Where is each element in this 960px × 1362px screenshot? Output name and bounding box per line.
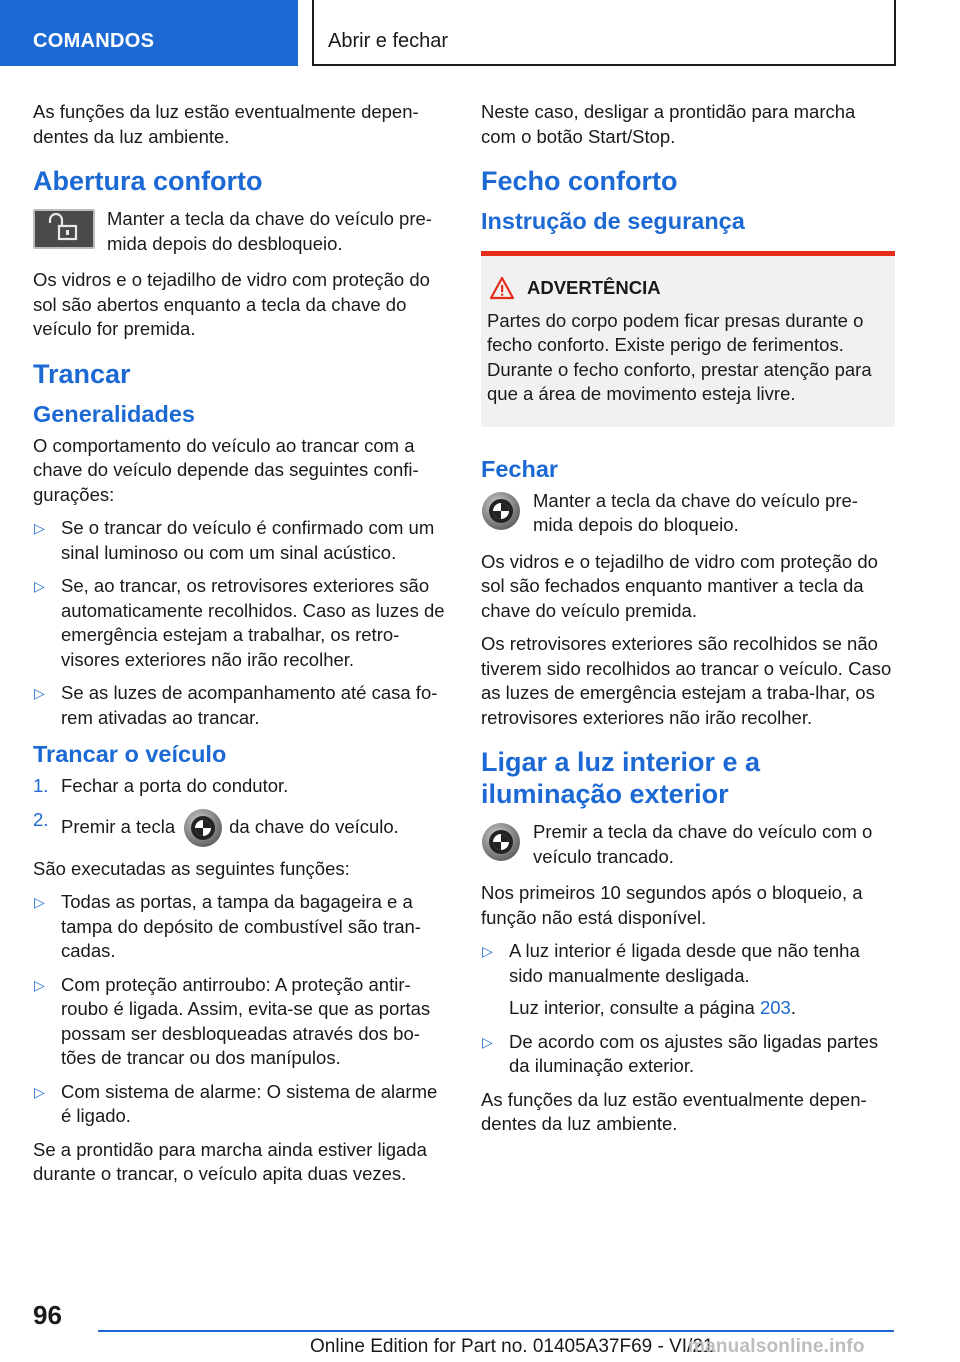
bullet-arrow-icon: ▷ [34,520,45,536]
abertura-instruction [33,207,447,256]
list-item: ▷ Com proteção antirroubo: A proteção antir-roubo é ligada. Assim, evita-se que as portas possam ser desbloqueadas através dos bo-tões de trancar ou dos manípulos. [34,973,431,1068]
ligar-list [481,939,895,1079]
watermark: manualsonline.info [688,1336,865,1357]
section-label: COMANDOS [33,30,155,52]
warning-triangle-icon [489,276,515,300]
fechar-text: Manter a tecla da chave do veículo pre-mida depois do bloqueio. [533,489,858,535]
ligar-paragraph: Nos primeiros 10 segundos após o bloqueio, a função não está disponível. [481,882,863,928]
warning-box [481,251,895,427]
unlock-key-icon [33,209,95,249]
bullet-arrow-icon: ▷ [34,1083,45,1100]
list-item: ▷ Se, ao trancar, os retrovisores exteriores são automaticamente recolhidos. Caso as luzes de emergência estejam a trabalhar, os retro-visores exteriores não irão recolher. [34,575,445,670]
left-column [33,100,447,1196]
page-number: 96 [33,1300,62,1330]
ligar-instruction [481,820,895,869]
abertura-text: Manter a tecla da chave do veículo pre-mida depois do desbloqueio. [107,208,432,254]
footer-edition: Online Edition for Part no. 01405A37F69 - VI/21 [310,1336,714,1357]
abertura-paragraph: Os vidros e o tejadilho de vidro com proteção do sol são abertos enquanto a tecla da chave do veículo for premida. [33,269,430,339]
heading-abertura-conforto: Abertura conforto [33,166,263,196]
step-item: 1. Fechar a porta do condutor. [33,775,289,796]
warning-text: Partes do corpo podem ficar presas durante o fecho conforto. Existe perigo de ferimentos. Durante o fecho conforto, prestar atenção para que a área de movimento esteja livre. [487,309,872,404]
bullet-arrow-icon: ▷ [482,1033,493,1050]
ligar-last-paragraph: As funções da luz estão eventualmente depen-dentes da luz ambiente. [481,1088,867,1134]
heading-fechar: Fechar [481,455,559,482]
bmw-key-button-icon [481,491,521,531]
list-item: ▷ Todas as portas, a tampa da bagageira e a tampa do depósito de combustível são tran-cadas. [34,891,421,961]
bmw-key-button-icon [481,822,521,862]
step-item: 2. Premir a tecla da chave do veículo. [33,808,447,848]
section-tab [0,0,298,66]
list-item: ▷ De acordo com os ajustes são ligadas partes da iluminação exterior. [482,1030,879,1076]
generalidades-paragraph: O comportamento do veículo ao trancar com a chave do veículo depende das seguintes confi-gurações: [33,434,419,505]
fechar-paragraph-1: Os vidros e o tejadilho de vidro com proteção do sol são fechados enquanto mantiver a tecla da chave do veículo premida. [481,550,878,621]
chapter-title: Abrir e fechar [328,30,449,52]
bullet-arrow-icon: ▷ [34,578,45,594]
exec-paragraph: São executadas as seguintes funções: [33,857,350,879]
cross-reference: Luz interior, consulte a página 203. [509,997,796,1018]
bullet-arrow-icon: ▷ [34,976,45,993]
list-item: ▷ Se o trancar do veículo é confirmado com um sinal luminoso ou com um sinal acústico. [34,517,435,563]
ligar-text: Premir a tecla da chave do veículo com o veículo trancado. [533,821,873,867]
heading-generalidades: Generalidades [33,400,195,427]
trancar-steps [33,774,447,848]
heading-fecho-conforto: Fecho conforto [481,166,678,196]
heading-trancar: Trancar [33,358,131,389]
bullet-arrow-icon: ▷ [482,943,493,959]
heading-ligar-luz: Ligar a luz interior e a iluminação exterior [481,747,761,809]
footer-rule [98,1330,894,1332]
chapter-tab [312,0,896,66]
heading-instrucao-seguranca: Instrução de segurança [481,208,745,234]
start-stop-paragraph: Neste caso, desligar a prontidão para marcha com o botão Start/Stop. [481,101,856,147]
heading-trancar-veiculo: Trancar o veículo [33,741,227,767]
trancar-last-paragraph: Se a prontidão para marcha ainda estiver ligada durante o trancar, o veículo apita duas vezes. [33,1138,427,1184]
page-link[interactable]: 203 [759,997,791,1018]
warning-title: ADVERTÊNCIA [487,276,887,301]
list-item: ▷ Se as luzes de acompanhamento até casa fo-rem ativadas ao trancar. [34,682,438,728]
list-item: ▷ A luz interior é ligada desde que não tenha sido manualmente desligada. Luz interior, consulte a página 203. [481,939,895,1021]
fechar-instruction [481,489,895,538]
bullet-arrow-icon: ▷ [34,894,45,910]
intro-paragraph: As funções da luz estão eventualmente depen-dentes da luz ambiente. [33,101,419,147]
bullet-arrow-icon: ▷ [34,685,45,701]
exec-list [33,890,447,1129]
bmw-lock-key-icon [183,808,223,848]
right-column [481,100,895,1146]
list-item: ▷ Com sistema de alarme: O sistema de alarme é ligado. [34,1080,438,1126]
fechar-paragraph-2: Os retrovisores exteriores são recolhidos se não tiverem sido recolhidos ao trancar o veículo. Caso as luzes de emergência estejam a traba-lhar, os retrovisores exteriores não irão recolher. [481,633,892,728]
generalidades-list [33,516,447,730]
